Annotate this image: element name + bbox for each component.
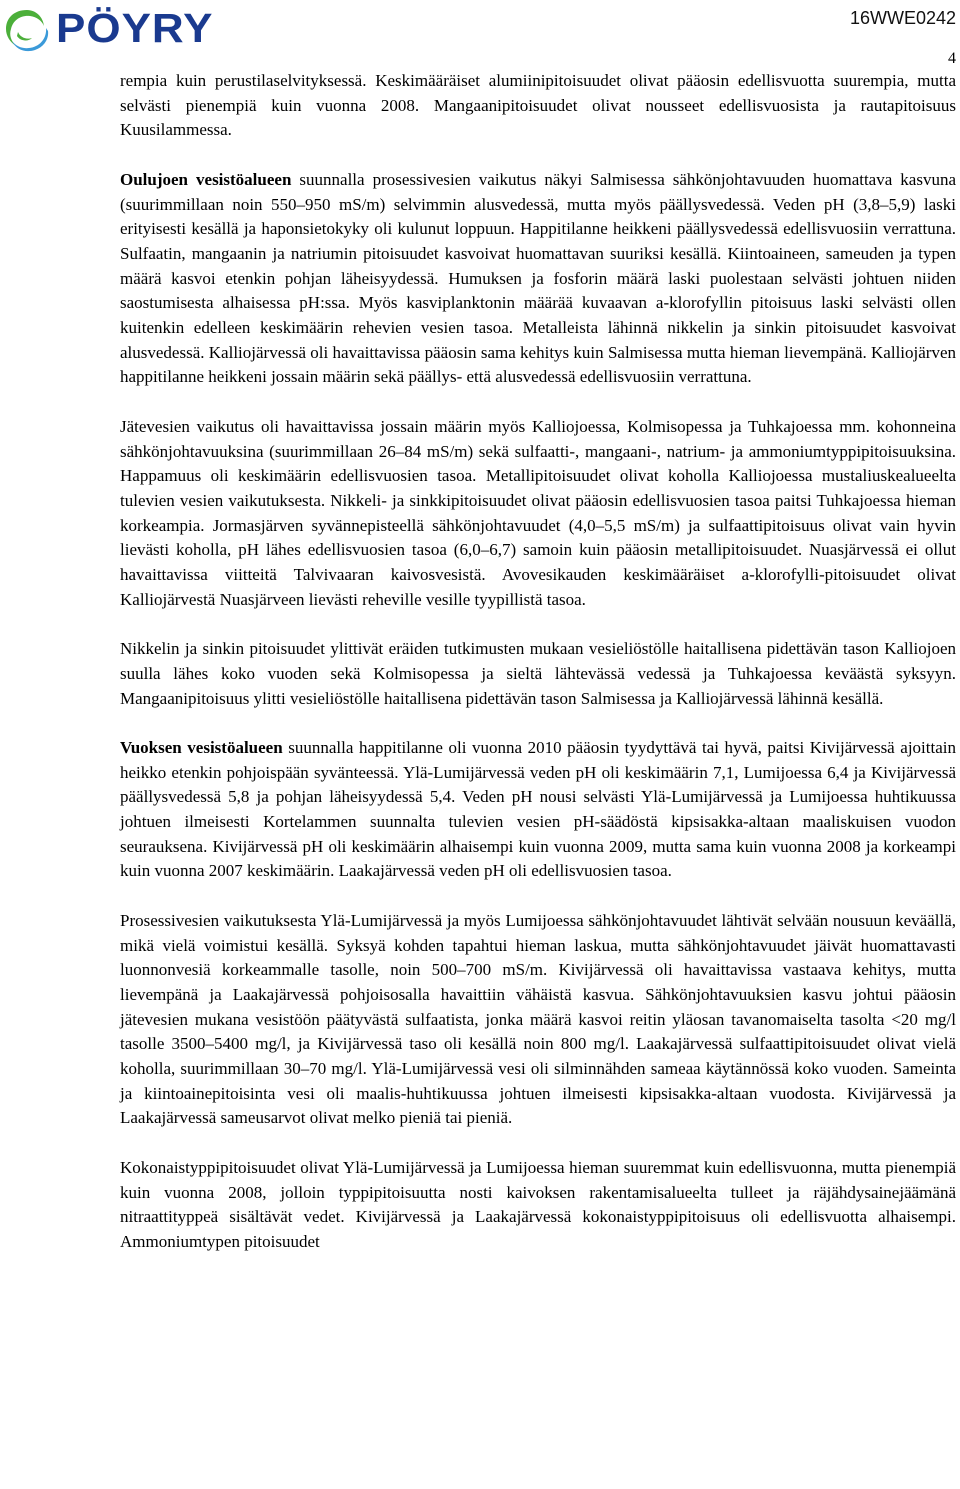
paragraph [120,909,956,1131]
paragraph-lead: Oulujoen vesistöalueen [120,169,292,189]
paragraph-text: Jätevesien vaikutus oli havaittavissa jossain määrin myös Kalliojoessa, Kolmisopessa ja Tuhkajoessa mm. kohonneina sähkönjohtavuuksina (suurimmillaan 26–84 mS/m) sekä sulfaatti-, mangaani-, natrium- ja ammoniumtyppipitoisuuksina. Happamuus oli keskimäärin edellisvuosien tasoa. Metallipitoisuudet olivat koholla Kalliojoessa mustaliuskealueelta tulevien vesien vaikutuksesta. Nikkeli- ja sinkkipitoisuudet olivat pääosin edellisvuosien tasoa paitsi Tuhkajoessa hieman korkeampia. Jormasjärven syvännepisteellä sähkönjohtavuudet (4,0–5,5 mS/m) ja sulfaattipitoisuus olivat vain hyvin lievästi koholla, pH lähes edellisvuosien tasoa (6,0–6,7) samoin kuin pääosin metallipitoisuudet. Nuasjärvessä ei ollut havaittavissa viitteitä Talvivaaran kaivosvesistä. Avovesikauden keskimääräiset a-klorofylli-pitoisuudet olivat Kalliojärvestä Nuasjärveen lievästi reheville vesille tyypillistä tasoa. [120,416,956,609]
paragraph-text: rempia kuin perustilaselvityksessä. Keskimääräiset alumiinipitoisuudet olivat pääosin edellisvuotta suurempia, mutta selvästi pienempiä kuin vuonna 2008. Mangaanipitoisuudet olivat nousseet edellisvuosista ja rautapitoisuus Kuusilammessa. [120,71,956,140]
page-number: 4 [948,50,956,67]
paragraph-lead: Vuoksen vesistöalueen [120,737,283,757]
paragraph [120,1156,956,1255]
logo-wordmark: PÖYRY [56,6,214,52]
document-body [120,69,956,1279]
paragraph-text: Kokonaistyppipitoisuudet olivat Ylä-Lumijärvessä ja Lumijoessa hieman suuremmat kuin edellisvuonna, mutta pienempiä kuin vuonna 2008, jolloin typpipitoisuutta nosti kaivoksen rakentamisalueelta tulleet ja räjähdysainejäämänä nitraattityppeä sisältävät vedet. Kivijärvessä ja Laakajärvessä kokonaistyppipitoisuus oli edellisvuotta alhaisempi. Ammoniumtypen pitoisuudet [120,1157,956,1251]
company-logo [2,6,213,52]
paragraph [120,736,956,884]
paragraph-text: suunnalla prosessivesien vaikutus näkyi Salmisessa sähkönjohtavuuden huomattava kasvuna (suurimmillaan noin 550–950 mS/m) selvimmin alusvedessä, mutta myös päällysvedessä. Veden pH (3,8–5,9) laski erityisesti kesällä ja haponsietokyky oli kulunut loppuun. Happitilanne heikkeni päällysvedessä edellisvuosiin verrattuna. Sulfaatin, mangaanin ja natriumin pitoisuudet kasvoivat huomattavan suuriksi kesällä. Kiintoaineen, sameuden ja typen määrä kasvoi etenkin pohjan läheisyydessä. Humuksen ja fosforin määrä laski puolestaan selvästi johtuen niiden saostumisesta alhaisessa pH:ssa. Myös kasviplanktonin määrää kuvaavan a-klorofyllin pitoisuus laski selvästi ollen kuitenkin edelleen keskimäärin rehevien vesien tasoa. Metalleista lähinnä nikkelin ja sinkin pitoisuudet kasvoivat alusvedessä. Kalliojärvessä oli havaittavissa pääosin sama kehitys kuin Salmisessa mutta hieman lievempänä. Kalliojärven happitilanne heikkeni jossain määrin sekä päällys- että alusvedessä edellisvuosiin verrattuna. [120,169,956,387]
paragraph [120,69,956,143]
paragraph-text: Prosessivesien vaikutuksesta Ylä-Lumijärvessä ja myös Lumijoessa sähkönjohtavuudet lähtivät selvään nousuun keväällä, mikä vielä voimistui kesällä. Syksyä kohden tapahtui hieman laskua, mutta sähkönjohtavuudet jäivät huomattavasti luonnonvesiä korkeammalle tasolle, noin 500–700 mS/m. Kivijärvessä oli havaittavissa vastaava kehitys, mutta lievempänä ja Laakajärvessä pohjoisosalla havaittiin vähäistä kasvua. Sähkönjohtavuuksien kasvu johtui pääosin jätevesien mukana vesistöön päätyvästä sulfaatista, jonka määrä kasvoi reitin yläosan tavanomaiselta tasolta <20 mg/l tasolle 3500–5400 mg/l, ja Kivijärvessä taso oli kesällä noin 800 mg/l. Laakajärvessä sulfaattipitoisuudet olivat vielä koholla, suurimmillaan 30–70 mg/l. Ylä-Lumijärvessä vesi oli silminnähden sameaa käytännössä koko vuoden. Sameinta ja kiintoainepitoisinta vesi oli maalis-huhtikuussa johtuen ilmeisesti kipsisakka-altaan vuodosta. Kivijärvessä ja Laakajärvessä sameusarvot olivat melko pieniä tai pieniä. [120,910,956,1128]
document-code: 16WWE0242 [849,8,956,28]
page-header [0,0,960,67]
paragraph [120,415,956,613]
paragraph [120,168,956,390]
poyry-swirl-icon [2,6,52,52]
paragraph-text: Nikkelin ja sinkin pitoisuudet ylittivät eräiden tutkimusten mukaan vesieliöstölle haitallisena pidettävän tason Kalliojoen suulla lähes koko vuoden sekä Kolmisopessa ja sieltä lähtevässä vedessä ja Tuhkajoessa keväästä syksyyn. Mangaanipitoisuus ylitti vesieliöstölle haitallisena pidettävän tason Salmisessa ja Kalliojärvessä lähinnä kesällä. [120,639,956,708]
paragraph [120,637,956,711]
paragraph-text: suunnalla happitilanne oli vuonna 2010 pääosin tyydyttävä tai hyvä, paitsi Kivijärvessä ajoittain heikko etenkin pohjoispään syvänteessä. Ylä-Lumijärvessä veden pH oli keskimäärin 7,1, Lumijoessa 6,4 ja Kivijärvessä päällysvedessä 5,8 ja pohjan läheisyydessä 5,4. Veden pH nousi selvästi Ylä-Lumijärvessä ja Lumijoessa huhtikuussa johtuen ilmeisesti Kortelammen suunnalta tulevien vesien pH-säädöstä kipsisakka-altaan maaliskuisen vuodon seurauksena. Kivijärvessä pH oli keskimäärin alhaisempi kuin vuonna 2009, mutta sama kuin vuonna 2008 ja korkeampi kuin vuonna 2007 keskimäärin. Laakajärvessä veden pH oli edellisvuosien tasoa. [120,737,956,881]
